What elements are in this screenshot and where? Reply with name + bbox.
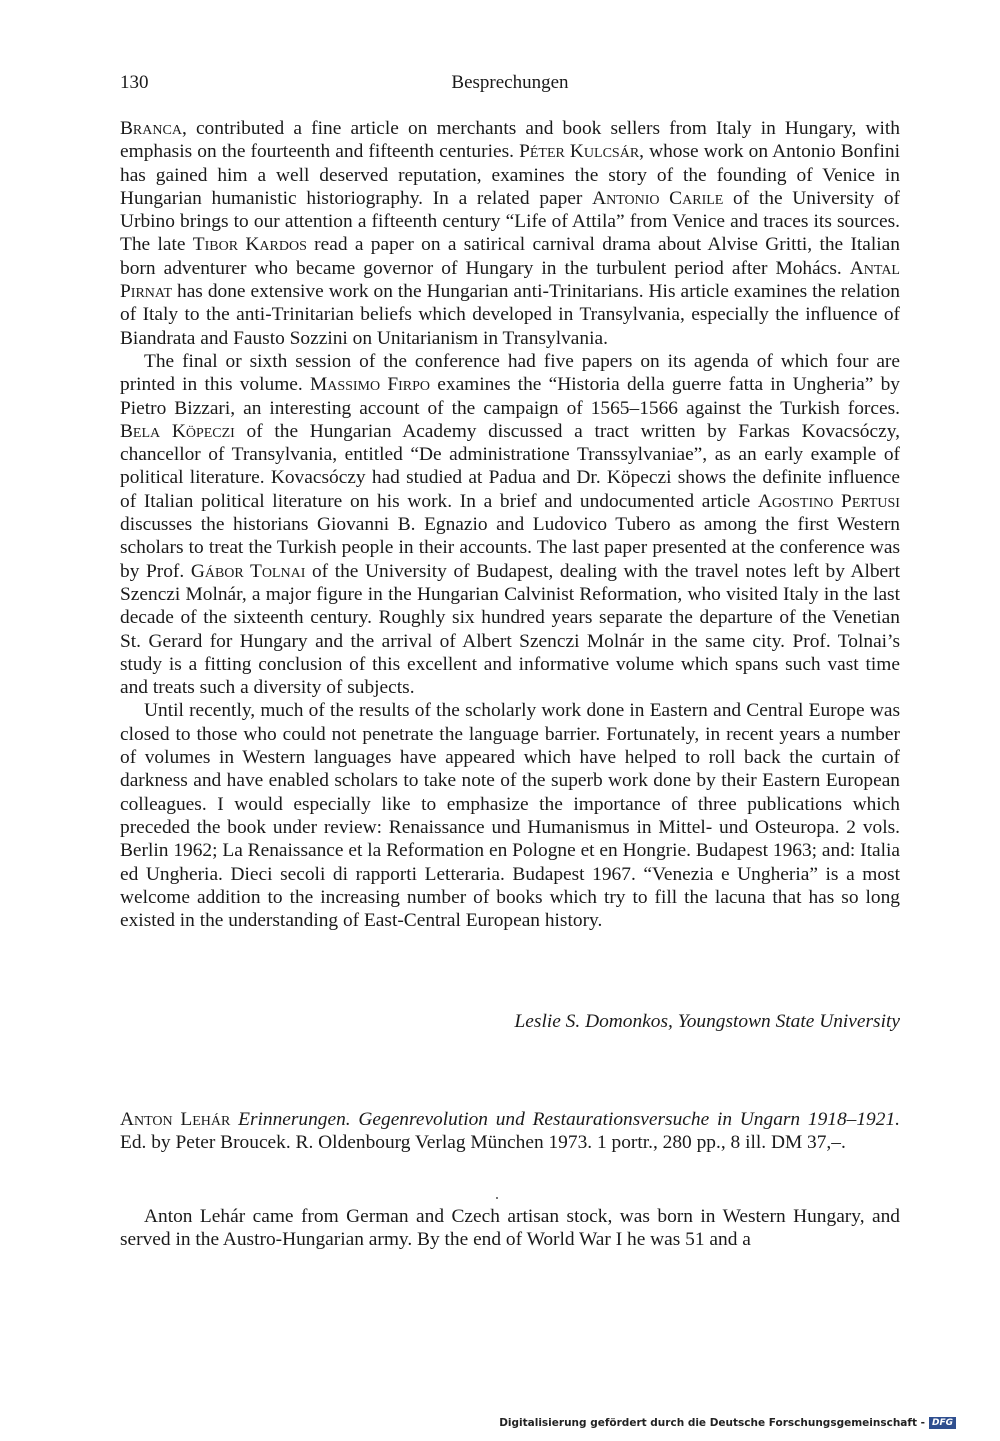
paragraph-text: contributed a fine article on merchants and book sellers from Italy in Hungary, with emphasis on the fourteenth and fifteenth centuries. [120,118,900,163]
reviewed-title: Erinnerungen. Gegenrevolution und Restaurationsversuche in Ungarn 1918–1921. [238,1109,900,1130]
paragraph-text: discusses the historians Giovanni B. Egnazio and Ludovico Tubero as among the first Western scholars to treat the Turkish people in their accounts. The last paper presented at the conference was by Prof. [120,514,900,582]
paragraph-text: of the University of Budapest, dealing with the travel notes left by Albert Szenczi Molnár, a major figure in the Hungarian Calvinist Reformation, who visited Italy in the last decade of the sixteenth century. Roughly six hundred years separate the departure of the Venetian St. Gerard for Hungary and the arrival of Albert Szenczi Molnár in the same city. Prof. Tolnai’s study is a fitting conclusion of this excellent and informative volume which spans such vast time and treats such a diversity of subjects. [120,560,901,699]
publication-details: Ed. by Peter Broucek. R. Oldenbourg Verlag München 1973. 1 portr., 280 pp., 8 ill. DM 37,–. [120,1132,846,1154]
author-name: Péter Kulcsár, [519,141,645,163]
paragraph-text: of the Hungarian Academy discussed a tract written by Farkas Kovacsóczy, chancellor of Transylvania, entitled “De administratione Transsylvaniae”, as an early example of political literature. Kovacsóczy had studied at Padua and Dr. Köpeczi shows the definite influence of Italian political literature on his work. In a brief and undocumented article [120,420,901,512]
review-opening-paragraph: Anton Lehár came from German and Czech artisan stock, was born in Western Hungary, and served in the Austro-Hungarian army. By the end of World War I he was 51 and a [120,1206,900,1251]
page-number: 130 [120,72,149,93]
author-name: Gábor Tolnai [190,560,306,582]
footer-text: Digitalisierung gefördert durch die Deutsche Forschungsgemeinschaft - [499,1417,925,1429]
digitization-footer [499,1417,956,1429]
paragraph-text: whose work on Antonio Bonfini has gained him a well deserved reputation, examines the story of the founding of Venice in Hungarian humanistic historiography. In a related paper [120,141,900,209]
paragraph-1 [120,117,900,350]
author-name: Branca, [120,118,187,139]
author-name: Tibor Kardos [192,234,307,256]
review-signature: Leslie S. Domonkos, Youngstown State University [514,1011,900,1032]
paragraph-text: of the University of Urbino brings to our attention a fifteenth century “Life of Attila” from Venice and traces its sources. The late [120,187,900,256]
paragraph-2 [120,350,900,699]
author-name: Massimo Firpo [309,374,431,396]
paragraph-text: examines the “Historia della guerre fatta in Ungheria” by Pietro Bizzari, an interesting account of the campaign of 1565–1566 against the Turkish forces. [120,374,900,419]
author-name: Antal Pirnat [120,257,900,303]
author-name: Bela Köpeczi [120,420,235,442]
paragraph-text: read a paper on a satirical carnival drama about Alvise Gritti, the Italian born adventurer who became governor of Hungary in the turbulent period after Mohács. [120,234,900,279]
paragraph-3: Until recently, much of the results of the scholarly work done in Eastern and Central Europe was closed to those who could not penetrate the language barrier. Fortunately, in recent years a number of volumes in Western languages have appeared which have helped to roll back the curtain of darkness and have enabled scholars to take note of the superb work done by their Eastern European colleagues. I would especially like to emphasize the importance of three publications which preceded the book under review: Renaissance und Humanismus in Mittel- und Osteuropa. 2 vols. Berlin 1962; La Renaissance et la Reformation en Pologne et en Hongrie. Budapest 1963; and: Italia ed Ungheria. Dieci secoli di rapporti Letteraria. Budapest 1967. “Venezia e Ungheria” is a most welcome addition to the increasing number of books which try to fill the lacuna that has so long existed in the understanding of East-Central European history. [120,700,900,932]
divider [496,1197,498,1199]
review-citation [120,1108,900,1155]
review-body [120,1205,900,1252]
paragraph-text: has done extensive work on the Hungarian anti-Trinitarians. His article examines the relation of Italy to the anti-Trinitarian beliefs which developed in Transylvania, especially the influence of Biandrata and Fausto Sozzini on Unitarianism in Transylvania. [120,281,900,349]
reviewed-author: Anton Lehár [120,1109,231,1130]
dfg-logo: DFG [929,1417,956,1429]
paragraph-text: The final or sixth session of the conference had five papers on its agenda of which four are printed in this volume. [120,350,900,396]
running-head: Besprechungen [451,72,569,93]
page-header [120,72,900,100]
author-name: Agostino Pertusi [757,490,900,512]
article-body [120,117,900,932]
author-name: Antonio Carile [592,187,724,209]
